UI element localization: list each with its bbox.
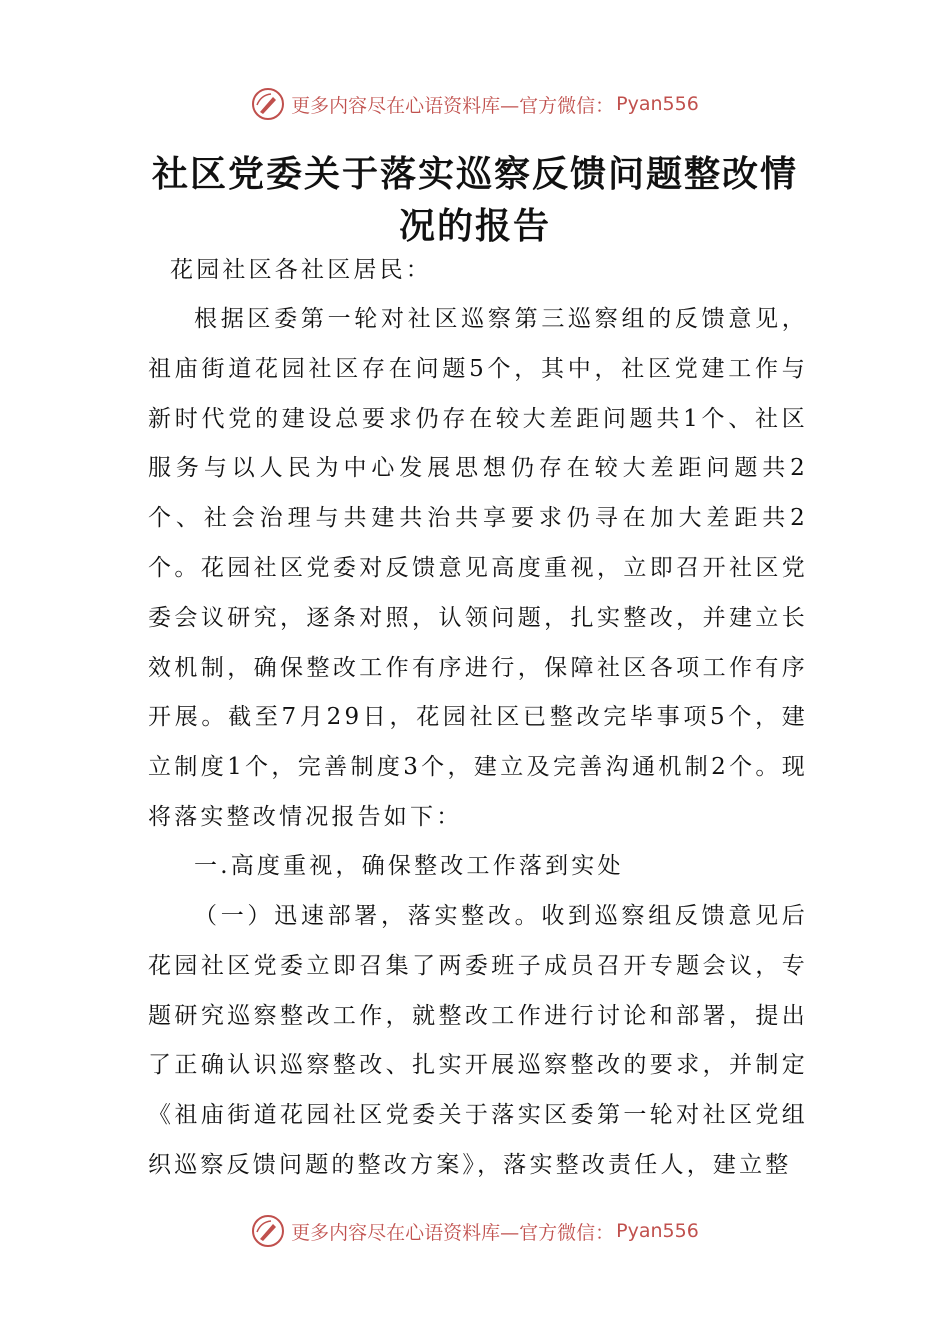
- paragraph: （一）迅速部署，落实整改。收到巡察组反馈意见后花园社区党委立即召集了两委班子成员召开专题会议，专题研究巡察整改工作，就整改工作进行讨论和部署，提出了正确认识巡察整改、扎实开展巡察整改的要求，并制定《祖庙街道花园社区党委关于落实区委第一轮对社区党组织巡察反馈问题的整改方案》，落实整改责任人，建立整: [148, 903, 808, 1178]
- document-title: 社区党委关于落实巡察反馈问题整改情况的报告: [151, 153, 798, 247]
- pen-logo-icon: [251, 1214, 285, 1248]
- section-heading: 一.高度重视，确保整改工作落到实处: [194, 853, 624, 879]
- pen-logo-icon: [251, 87, 285, 121]
- salutation: 花园社区各社区居民：: [170, 257, 432, 283]
- banner-wechat-id: Pyan556: [616, 1220, 699, 1242]
- footer-banner: [0, 1211, 950, 1251]
- banner-text: 更多内容尽在心语资料库—官方微信：: [291, 1221, 615, 1244]
- banner-text: 更多内容尽在心语资料库—官方微信：: [291, 94, 615, 117]
- banner-wechat-id: Pyan556: [616, 93, 699, 115]
- paragraph: 根据区委第一轮对社区巡察第三巡察组的反馈意见，祖庙街道花园社区存在问题5个，其中，社区党建工作与新时代党的建设总要求仍存在较大差距问题共1个、社区服务与以人民为中心发展思想仍存在较大差距问题共2个、社会治理与共建共治共享要求仍寻在加大差距共2个。花园社区党委对反馈意见高度重视，立即召开社区党委会议研究，逐条对照，认领问题，扎实整改，并建立长效机制，确保整改工作有序进行，保障社区各项工作有序开展。截至7月29日，花园社区已整改完毕事项5个，建立制度1个，完善制度3个，建立及完善沟通机制2个。现将落实整改情况报告如下：: [148, 306, 808, 830]
- header-banner: [0, 84, 950, 124]
